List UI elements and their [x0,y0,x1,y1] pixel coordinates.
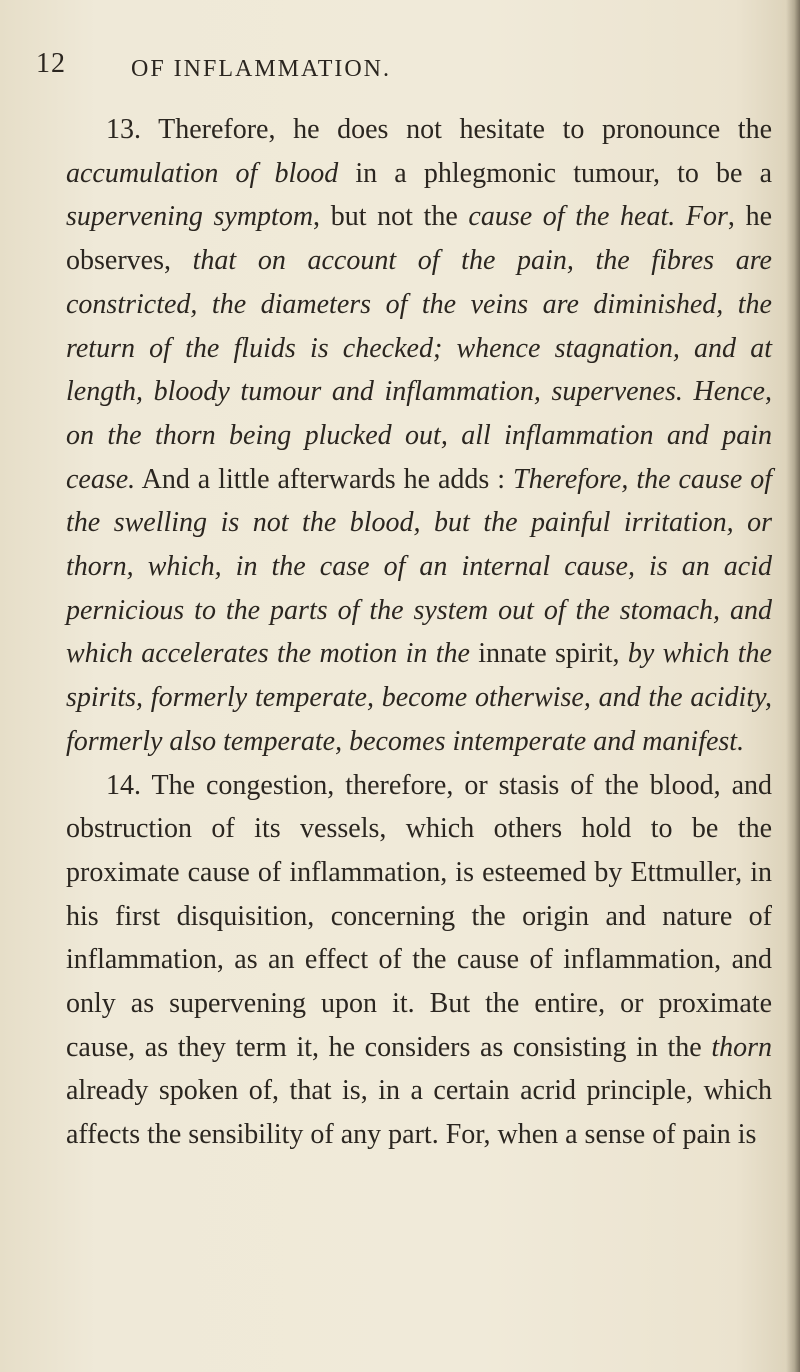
page-header [36,48,736,88]
paragraph-14 [66,764,772,1157]
text-run: in a phlegmonic tumour, to be a [338,157,772,189]
italic-text-run: cause of the heat. For [468,201,728,233]
paragraph-13 [66,108,772,764]
body-text [66,108,772,1157]
text-run: , he observes, [66,201,772,277]
italic-text-run: supervening symptom [66,201,314,233]
text-run: 14. The congestion, therefore, or stasis of the blood, and obstruction of its vessels, which others hold to be the proximate cause of inflammation, is esteemed by Ettmuller, in his first disquisition, concerning the origin and nature of inflammation, as an effect of the cause of inflammation, and only as supervening upon it. But the entire, or proximate cause, as they term it, he considers as consisting in the [66,769,772,1063]
running-head: OF INFLAMMATION. [131,56,392,82]
text-run: 13. Therefore, he does not hesitate to pronounce the [106,114,772,145]
text-run: innate spirit, [469,638,628,670]
italic-text-run: accumulation of blood [66,157,339,189]
page-edge-shadow [786,0,800,1372]
text-run: , but not the [313,201,469,233]
page-number: 12 [36,48,66,79]
italic-text-run: that on account of the pain, the fibres are constricted, the diameters of the veins are diminished, the return of the fluids is checked; whence stagnation, and at length, bloody tumour and inflammation, supervenes. Hence, on the thorn being plucked out, all inflammation and pain cease. [66,245,772,495]
text-run: already spoken of, that is, in a certain acrid principle, which affects the sensibility of any part. For, when a sense of pain is [66,1075,772,1151]
text-run: And a little afterwards he adds : [135,463,514,495]
italic-text-run: thorn [711,1031,772,1063]
italic-text-run: by which the spirits, formerly temperate, become otherwise, and the acidity, formerly also temperate, becomes intemperate and manifest. [66,638,772,757]
italic-text-run: Therefore, the cause of the swelling is not the blood, but the painful irritation, or thorn, which, in the case of an internal cause, is an acid pernicious to the parts of the system out of the stomach, and which accelerates the motion in the [66,463,772,670]
